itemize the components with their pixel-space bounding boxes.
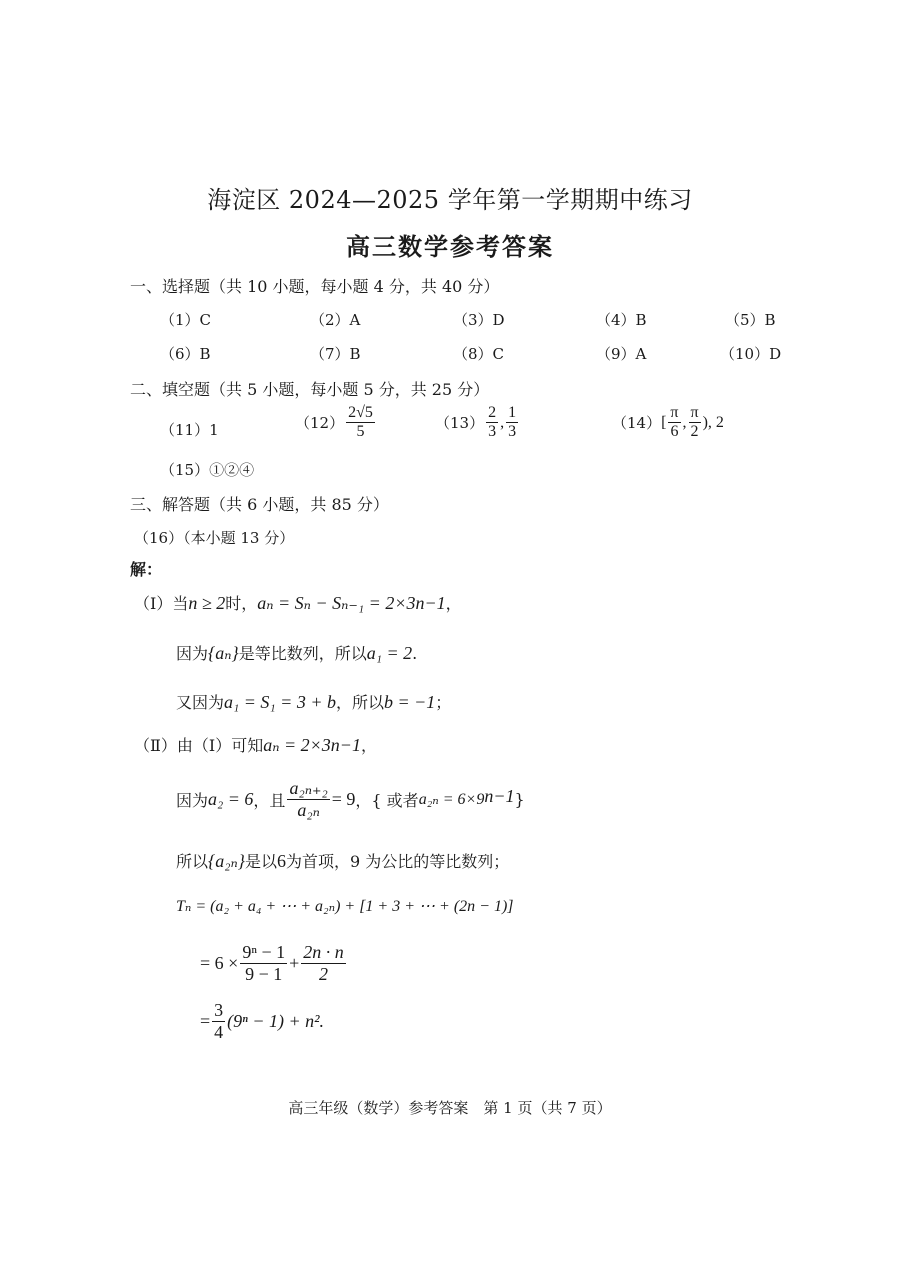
eq3-fraction [212,1000,225,1042]
part2-l3-a: 所以 [176,852,209,871]
part1-l1-end: ， [445,594,462,613]
answer-q3: （3）D [453,311,505,329]
part1-l1-prefix: （Ⅰ）当 [134,594,189,613]
q14-close: ), 2 [702,413,724,431]
q14-a-numerator: π [668,404,680,423]
answer-q7: （7）B [310,345,361,363]
answer-q6: （6）B [160,345,211,363]
part1-l2-seq: {aₙ} [208,643,239,663]
eq3-numerator: 3 [214,1000,224,1020]
part2-l2-d: } [514,789,525,809]
eq3-prefix: = [200,1010,211,1031]
part2-l3-six: 6 [276,851,286,871]
answer-q12 [295,404,377,442]
part1-l3-a: 又因为 [176,693,225,712]
q12-label: （12） [295,414,345,433]
q12-fraction [346,404,375,442]
part2-line1 [134,733,377,756]
eq3-denominator: 4 [214,1021,224,1042]
part1-line1 [134,591,462,614]
part2-l2-c: ，{ 或者 [355,790,419,810]
part1-l3-b: ，所以 [335,693,384,712]
part1-l2-a: 因为 [176,644,209,663]
q14-a-denominator: 6 [670,423,679,441]
q12-denominator: 5 [356,423,365,441]
part1-l2-b: 是等比数列，所以 [238,644,367,663]
q13-b-denominator: 3 [508,423,517,441]
part2-l2-eq3: a₂ₙ = 6×9 [418,791,485,809]
part2-l2-numerator: a₂ₙ₊₂ [289,778,328,798]
q14-fraction-b [689,404,701,442]
part1-line3 [176,690,451,713]
section2-heading: 二、填空题（共 5 小题，每小题 5 分，共 25 分） [130,380,490,399]
eq2-f2-numerator: 2n · n [303,942,344,962]
part1-l3-end: ； [435,693,452,712]
answer-q4: （4）B [596,311,647,329]
q13-b-numerator: 1 [506,404,518,423]
answer-q9: （9）A [596,345,647,363]
q14-open-bracket: [ [661,413,667,431]
answer-q2: （2）A [310,311,361,329]
part1-l2-end: . [412,644,418,663]
answer-q15: （15）①②④ [160,461,255,479]
q14-fraction-a [668,404,680,442]
part1-line2 [176,641,417,664]
q14-comma: , [682,413,687,431]
q16-heading: （16）（本小题 13 分） [134,529,295,547]
q14-b-numerator: π [689,404,701,423]
answer-q5: （5）B [725,311,776,329]
tn-step-2 [200,942,348,984]
part2-l2-eq1: a₂ = 6 [208,788,254,809]
eq2-fraction-1 [240,942,287,984]
section1-heading: 一、选择题（共 10 小题，每小题 4 分，共 40 分） [130,277,500,296]
q12-numerator: 2√5 [346,404,375,423]
answer-q8: （8）C [453,345,505,363]
part1-l3-eq2: b = −1 [384,692,436,712]
part1-l1-equation: aₙ = Sₙ − Sₙ₋₁ = 2×3 [257,593,416,613]
tn-equation: Tₙ = (a₂ + a₄ + ⋯ + a₂ₙ) + [1 + 3 + ⋯ + (2n − 1)] [176,898,514,915]
part2-l2-fraction [287,778,329,820]
answer-q1: （1）C [160,311,212,329]
eq2-f1-numerator: 9ⁿ − 1 [242,942,286,962]
page-subtitle: 高三数学参考答案 [346,232,554,261]
answer-q10: （10）D [720,345,782,363]
q13-a-numerator: 2 [486,404,498,423]
q13-a-denominator: 3 [488,423,497,441]
eq2-f1-denominator: 9 − 1 [245,963,283,984]
q13-fraction-a [486,404,498,442]
page-title: 海淀区 2024—2025 学年第一学期期中练习 [207,186,693,214]
part2-l1-eq: aₙ = 2×3 [263,735,331,755]
solution-label: 解： [130,560,163,579]
page-footer: 高三年级（数学）参考答案 第 1 页（共 7 页） [288,1099,612,1117]
part2-l2-exponent: n−1 [484,786,515,806]
eq2-prefix: = 6 × [200,952,239,973]
part2-l2-a: 因为 [176,790,209,810]
q14-b-denominator: 2 [690,423,699,441]
part2-l3-seq: {a₂ₙ} [208,851,245,871]
q14-label: （14） [612,414,662,433]
part1-l1-exponent: n−1 [415,593,446,613]
part2-l2-denominator: a₂ₙ [297,799,320,820]
part2-line3 [176,849,509,872]
eq2-plus: + [289,952,300,973]
q13-fraction-b [506,404,518,442]
part1-l1-condition: n ≥ 2 [188,593,226,613]
eq3-rest: (9ⁿ − 1) + n². [227,1010,325,1031]
eq2-f2-denominator: 2 [319,963,329,984]
part1-l1-mid: 时， [225,594,258,613]
section3-heading: 三、解答题（共 6 小题，共 85 分） [130,495,389,514]
answer-q13 [435,404,520,442]
part2-line2 [176,778,525,820]
part2-l3-c: 为首项，9 为公比的等比数列； [285,852,510,871]
part1-l3-eq1: a₁ = S₁ = 3 + b [224,692,336,712]
part2-l2-eq2: = 9 [331,788,356,809]
part2-l1-exponent: n−1 [330,735,361,755]
answer-q11: （11）1 [160,421,219,439]
q13-label: （13） [435,414,485,433]
part2-l1-a: （Ⅱ）由（Ⅰ）可知 [134,736,264,755]
tn-step-3 [200,1000,324,1042]
answer-q14 [612,404,724,442]
part2-l3-b: 是以 [244,852,277,871]
eq2-fraction-2 [301,942,346,984]
part2-l2-b: ，且 [253,790,286,810]
q13-separator: , [500,413,505,431]
part2-l1-end: ， [360,736,377,755]
part1-l2-eq: a₁ = 2 [366,643,413,663]
